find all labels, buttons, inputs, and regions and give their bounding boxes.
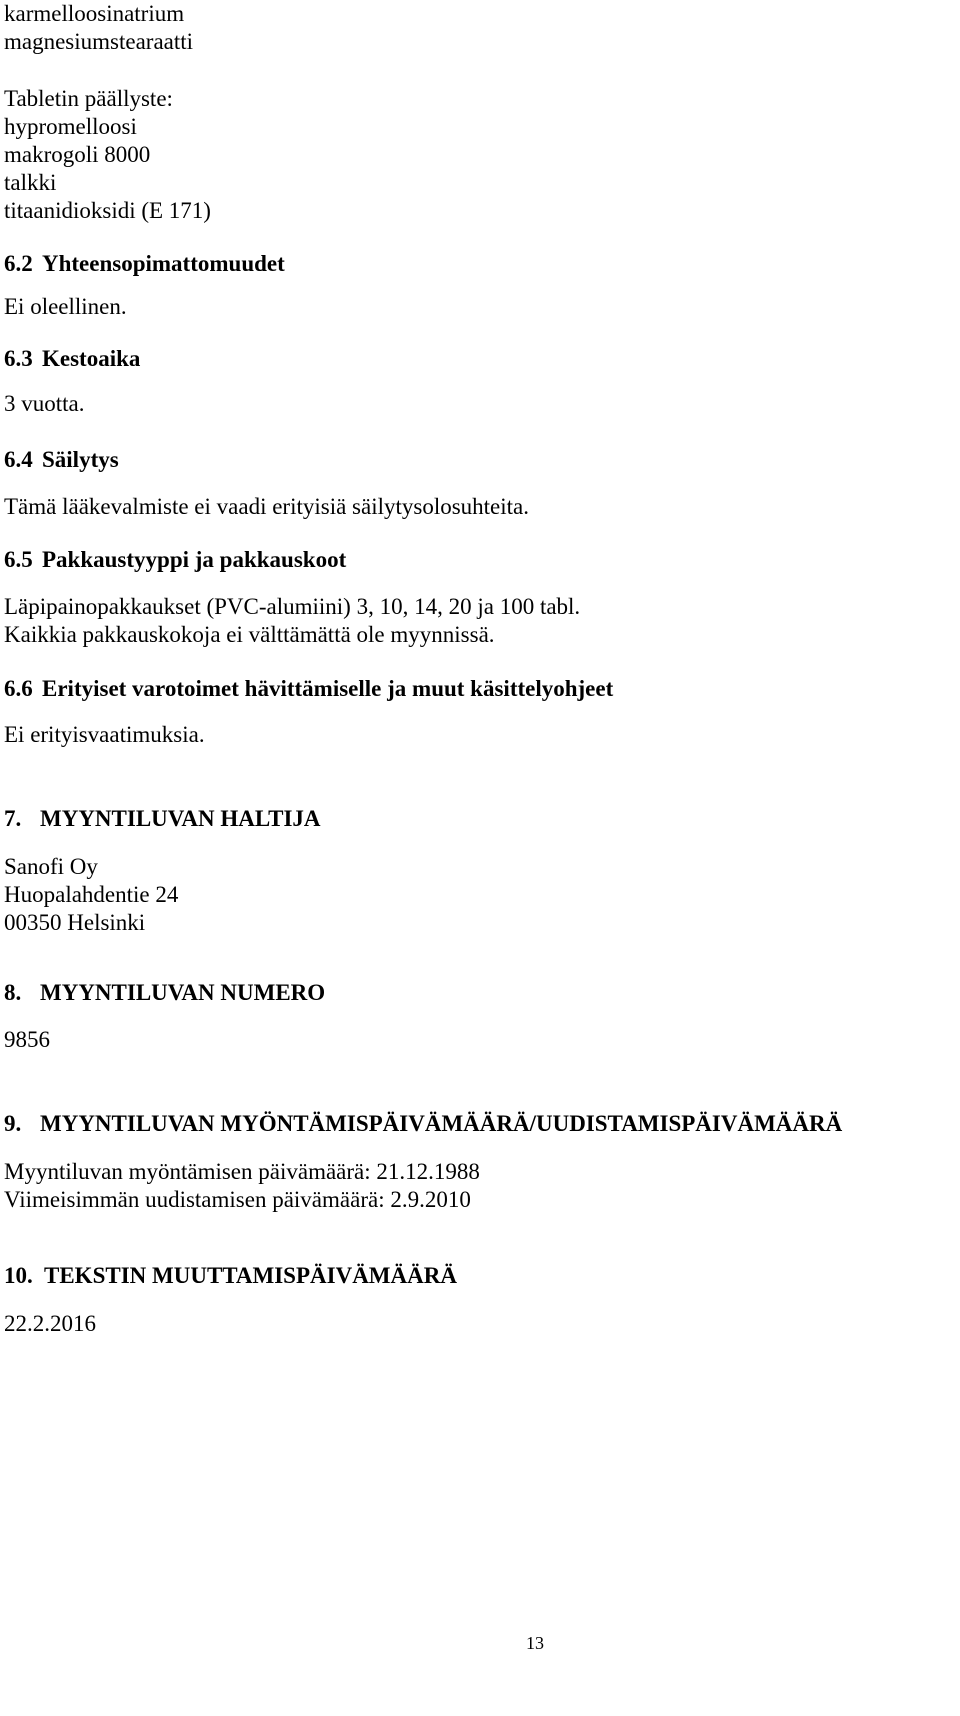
section-6-6-text: Ei erityisvaatimuksia. [4,722,205,747]
section-title: Säilytys [42,447,119,472]
holder-line: 00350 Helsinki [4,910,146,935]
section-title: Yhteensopimattomuudet [42,251,285,276]
section-title: MYYNTILUVAN NUMERO [40,980,326,1005]
section-number: 6.5 [4,547,33,572]
authorisation-number: 9856 [4,1027,50,1052]
excipient-line: karmelloosinatrium [4,1,185,26]
coating-item: hypromelloosi [4,114,137,139]
section-9-heading [4,1110,842,1138]
coating-item: titaanidioksidi (E 171) [4,198,211,223]
page-number: 13 [526,1633,544,1653]
section-6-4-heading [4,446,119,474]
section-7-heading [4,805,321,833]
section-number: 6.2 [4,251,33,276]
section-title: TEKSTIN MUUTTAMISPÄIVÄMÄÄRÄ [44,1263,457,1288]
section-number: 7. [4,806,22,831]
section-6-6-heading [4,675,613,703]
section-number: 10. [4,1263,33,1288]
section-6-5-text: Kaikkia pakkauskokoja ei välttämättä ole myynnissä. [4,622,495,647]
excipient-line: magnesiumstearaatti [4,29,194,54]
coating-label: Tabletin päällyste: [4,86,173,111]
coating-item: makrogoli 8000 [4,142,151,167]
section-6-3-text: 3 vuotta. [4,391,85,416]
revision-date: 22.2.2016 [4,1311,96,1336]
section-8-heading [4,979,325,1007]
section-6-3-heading [4,345,140,373]
section-6-2-heading [4,250,285,278]
section-6-5-heading [4,546,346,574]
section-6-2-text: Ei oleellinen. [4,294,127,319]
section-number: 8. [4,980,22,1005]
section-number: 6.6 [4,676,33,701]
holder-line: Huopalahdentie 24 [4,882,179,907]
section-6-4-text: Tämä lääkevalmiste ei vaadi erityisiä säilytysolosuhteita. [4,494,530,519]
holder-line: Sanofi Oy [4,854,98,879]
date-line: Viimeisimmän uudistamisen päivämäärä: 2.9.2010 [4,1187,471,1212]
section-10-heading [4,1262,457,1290]
section-number: 6.4 [4,447,33,472]
section-number: 9. [4,1111,22,1136]
section-title: Erityiset varotoimet hävittämiselle ja muut käsittelyohjeet [42,676,614,701]
section-number: 6.3 [4,346,33,371]
section-title: MYYNTILUVAN MYÖNTÄMISPÄIVÄMÄÄRÄ/UUDISTAMISPÄIVÄMÄÄRÄ [40,1111,843,1136]
coating-item: talkki [4,170,57,195]
section-title: Pakkaustyyppi ja pakkauskoot [42,547,347,572]
section-title: Kestoaika [42,346,141,371]
section-6-5-text: Läpipainopakkaukset (PVC-alumiini) 3, 10, 14, 20 ja 100 tabl. [4,594,581,619]
date-line: Myyntiluvan myöntämisen päivämäärä: 21.12.1988 [4,1159,480,1184]
section-title: MYYNTILUVAN HALTIJA [40,806,321,831]
